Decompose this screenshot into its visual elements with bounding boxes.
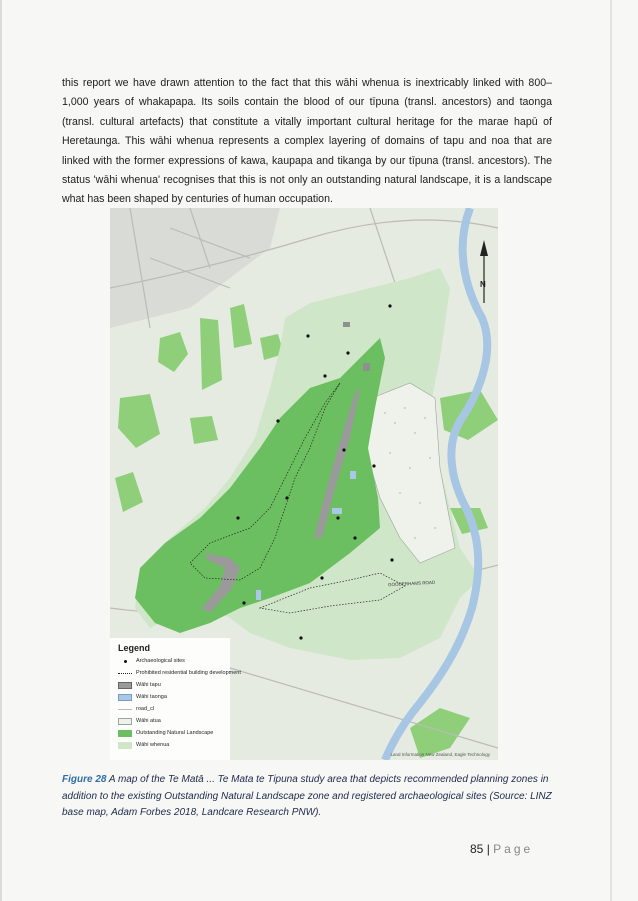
outstanding-swatch-icon [118,730,132,737]
body-paragraph: this report we have drawn attention to the fact that this wāhi whenua is inextricably linked with 800–1,000 years of whakapapa. Its soils contain the blood of our tīpuna (transl. ancestors) and taonga (transl. cultural artefacts) that constitute a vitally important cultural heritage for the marae hapū of Heretaunga. This wāhi whenua represents a complex layering of domains of tapu and noa that are linked with the former expressions of kawa, kaupapa and tikanga by our tīpuna (transl. ancestors). The status 'wāhi whenua' recognises that this is not only an outstanding natural landscape, it is a landscape what has been shaped by centuries of human occupation. [62,77,552,206]
figure-caption [62,772,552,822]
site-marker [346,351,349,354]
page-number: 85 [470,842,484,856]
legend-item: Wāhi taonga [118,691,226,703]
wahi-tapu-swatch-icon [118,682,132,689]
page-word: Page [493,842,534,856]
legend-item: Outstanding Natural Landscape [118,727,226,739]
wahi-taonga-swatch-icon [118,694,132,701]
site-marker [390,558,393,561]
caption-text: A map of the Te Matā ... Te Mata te Tipuna study area that depicts recommended planning zones in addition to the existing Outstanding Natural Landscape zone and registered archaeological sites (Source: LINZ base map, Adam Forbes 2018, Landcare Research PNW). [62,774,552,818]
north-label: N [480,280,486,289]
road-label: GOODERHAMS ROAD [387,579,436,588]
site-marker [285,496,288,499]
legend-item: Archaeological sites [118,655,226,667]
legend-item: Prohibited residential building development [118,667,226,679]
page-footer [470,842,533,856]
site-marker [320,576,323,579]
site-marker [242,601,245,604]
study-area-map [110,208,498,760]
site-marker [372,464,375,467]
site-marker [299,636,302,639]
figure-label: Figure 28 [62,774,107,785]
legend-title: Legend [118,643,151,653]
wahi-whenua-swatch-icon [118,742,132,749]
site-marker [236,516,239,519]
map-legend [110,638,241,760]
site-marker [323,374,326,377]
legend-item: road_cl [118,703,226,715]
legend-item: Wāhi tapu [118,679,226,691]
site-marker [342,448,345,451]
site-dot-icon [118,658,132,665]
margin-rule [610,0,612,901]
site-marker [276,419,279,422]
footer-separator: | [486,842,490,856]
site-marker [353,536,356,539]
site-marker [336,516,339,519]
site-marker [388,304,391,307]
map-credit: Land Information New Zealand, Eagle Technology [390,752,490,757]
road-line-icon [118,709,132,710]
dotted-line-icon [118,673,132,674]
wahi-atua-swatch-icon [118,718,132,725]
legend-item: Wāhi whenua [118,739,226,751]
legend-item: Wāhi atua [118,715,226,727]
site-marker [306,334,309,337]
